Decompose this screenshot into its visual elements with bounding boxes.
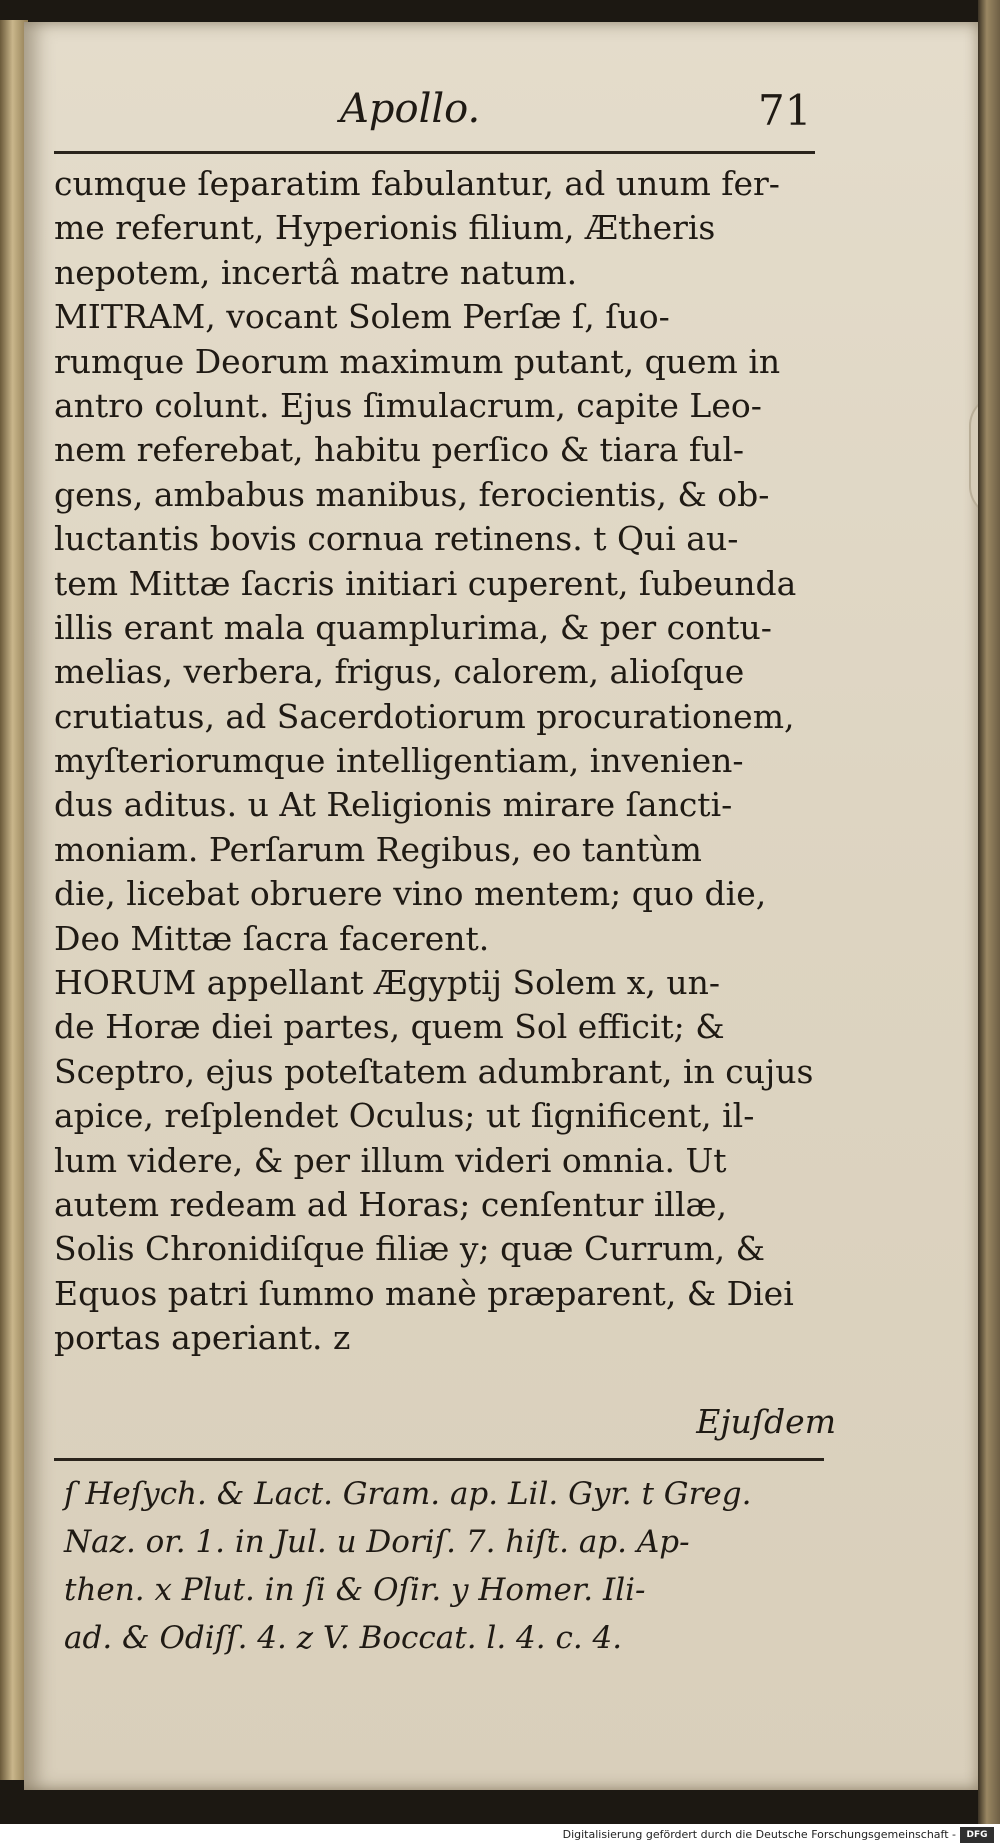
book-fore-edge — [978, 0, 1000, 1848]
text-line: crutiatus, ad Sacerdotiorum procurationem, — [54, 696, 795, 736]
dfg-logo: DFG — [960, 1827, 994, 1843]
text-line: rumque Deorum maximum putant, quem in — [54, 341, 781, 381]
text-line: luctantis bovis cornua retinens. t Qui au- — [54, 519, 739, 559]
text-line: MITRAM, vocant Solem Perſæ ſ, ſuo- — [54, 297, 670, 337]
text-line: melias, verbera, frigus, calorem, alioſque — [54, 652, 745, 692]
text-line: myſteriorumque intelligentiam, invenien- — [54, 741, 744, 781]
footnote-line: then. x Plut. in ſi & Oſir. y Homer. Ili- — [64, 1572, 646, 1608]
header-rule — [54, 151, 815, 154]
text-line: die, licebat obruere vino mentem; quo die, — [54, 874, 767, 914]
footnote-rule — [54, 1458, 824, 1461]
page-number: 71 — [758, 86, 812, 135]
digitization-credit: Digitalisierung gefördert durch die Deutsche Forschungsgemeinschaft - — [562, 1828, 956, 1841]
text-line: nem referebat, habitu perſico & tiara ful- — [54, 430, 745, 470]
text-line: lum videre, & per illum videri omnia. Ut — [54, 1140, 727, 1180]
text-line: de Horæ diei partes, quem Sol efficit; & — [54, 1007, 725, 1047]
footnotes — [64, 1470, 844, 1662]
text-line: tem Mittæ ſacris initiari cuperent, ſubeunda — [54, 563, 797, 603]
text-line: autem redeam ad Horas; cenſentur illæ, — [54, 1184, 728, 1224]
text-line: Solis Chronidiſque filiæ y; quæ Currum, & — [54, 1229, 765, 1269]
text-line: Sceptro, ejus poteſtatem adumbrant, in cujus — [54, 1051, 814, 1091]
text-line: dus aditus. u At Religionis mirare ſancti- — [54, 785, 733, 825]
text-line: antro colunt. Ejus ſimulacrum, capite Leo- — [54, 385, 762, 425]
text-line: Equos patri ſummo manè præparent, & Diei — [54, 1273, 794, 1313]
catchword: Ejuſdem — [696, 1402, 836, 1441]
footnote-line: ad. & Odiſſ. 4. z V. Boccat. l. 4. c. 4. — [64, 1620, 623, 1656]
footnote-line: ſ Heſych. & Lact. Gram. ap. Lil. Gyr. t Greg. — [64, 1476, 752, 1512]
text-line: HORUM appellant Ægyptij Solem x, un- — [54, 963, 721, 1003]
text-line: cumque ſeparatim fabulantur, ad unum fer- — [54, 164, 780, 203]
text-line: Deo Mittæ ſacra facerent. — [54, 918, 490, 958]
text-line: apice, reſplendet Oculus; ut ſignificent, il- — [54, 1096, 755, 1136]
text-line: gens, ambabus manibus, ferocientis, & ob- — [54, 474, 770, 514]
text-line: moniam. Perſarum Regibus, eo tantùm — [54, 829, 702, 869]
text-line: nepotem, incertâ matre natum. — [54, 252, 578, 292]
body-text — [54, 162, 834, 1361]
text-line: me referunt, Hyperionis filium, Ætheris — [54, 208, 716, 248]
footnote-line: Naz. or. 1. in Jul. u Doriſ. 7. hiſt. ap. Ap- — [64, 1524, 690, 1560]
text-line: portas aperiant. z — [54, 1318, 351, 1358]
running-head: Apollo. — [340, 86, 481, 132]
text-line: illis erant mala quamplurima, & per contu- — [54, 607, 772, 647]
